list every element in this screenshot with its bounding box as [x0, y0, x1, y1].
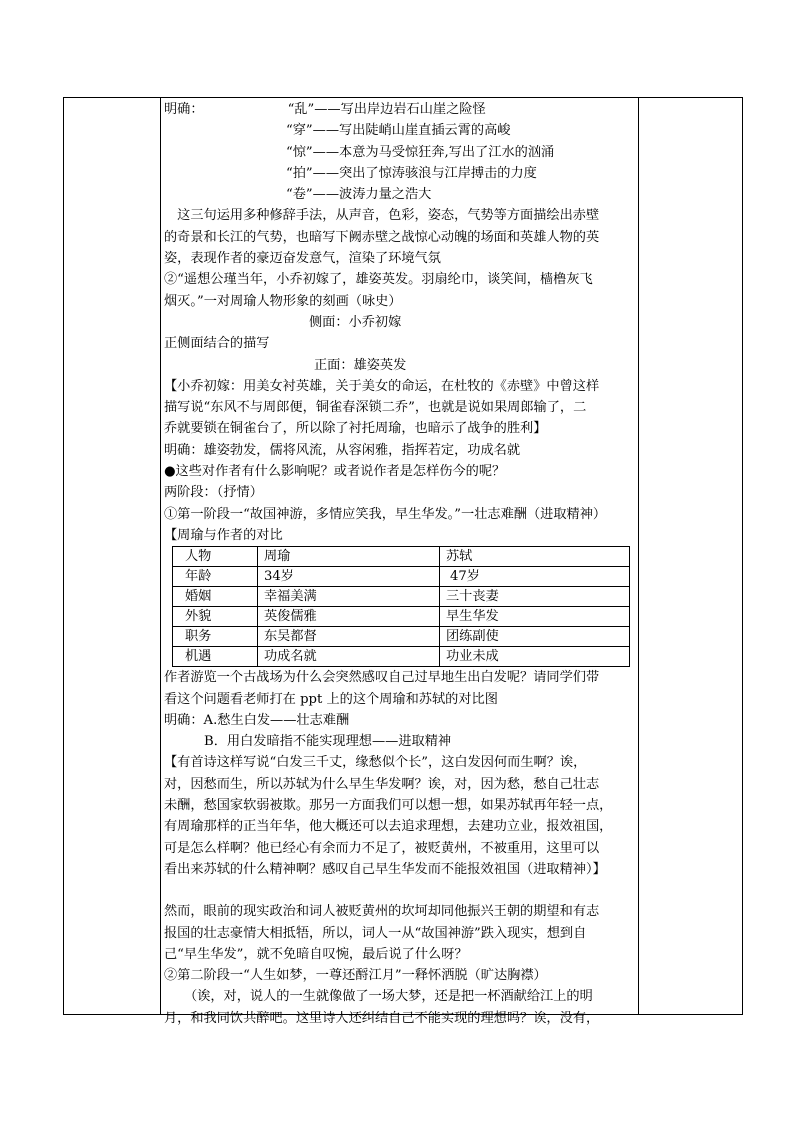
table-cell: 外貌: [173, 607, 258, 627]
table-cell: 早生华发: [440, 607, 630, 627]
column-divider-right: [638, 98, 639, 1014]
table-cell: 东吴都督: [258, 627, 440, 647]
stage-2: ②第二阶段一“人生如梦，一尊还酹江月”一释怀洒脱（旷达胸襟）: [164, 968, 547, 984]
table-cell: 苏轼: [440, 547, 630, 567]
para1-line: 的奇景和长江的气势，也暗写下阙赤壁之战惊心动魄的场面和英雄人物的英: [164, 229, 600, 245]
clarify-line-2: “穿”——写出陡峭山崖直插云霄的高峻: [286, 123, 511, 139]
para7-line: （诶，对，说人的一生就像做了一场大梦，还是把一杯酒献给江上的明: [184, 989, 593, 1005]
para3-line: 【小乔初嫁：用美女衬英雄，关于美女的命运，在杜牧的《赤壁》中曾这样: [164, 378, 600, 394]
table-cell: 34岁: [258, 567, 440, 587]
table-cell: 人物: [173, 547, 258, 567]
para7-line: 月，和我同饮共醉吧。这里诗人还纠结自己不能实现的理想吗？诶，没有，: [164, 1010, 600, 1026]
lesson-content: [164, 99, 638, 1029]
para2-line: ②“遥想公瑾当年，小乔初嫁了，雄姿英发。羽扇纶巾，谈笑间，樯橹灰飞: [164, 272, 593, 288]
stage-1: ①第一阶段一“故国神游，多情应笑我，早生华发。”一壮志难酬（进取精神）: [164, 506, 607, 522]
clarify-3a: 明确：A.愁生白发——壮志难酬: [164, 712, 350, 728]
side-description: 侧面：小乔初嫁: [309, 314, 402, 330]
para4-line: 看这个问题看老师打在 ppt 上的这个周瑜和苏轼的对比图: [164, 691, 498, 707]
table-row: [173, 567, 630, 587]
clarify-line-1: 明确： “乱”——写出岸边岩石山崖之险怪: [164, 102, 486, 117]
stage-title: 两阶段：（抒情）: [164, 485, 263, 501]
para5-line: 看出来苏轼的什么精神啊？感叹自己早生华发而不能报效祖国（进取精神）】: [164, 861, 606, 877]
clarify-line-4: “拍”——突出了惊涛骇浪与江岸搏击的力度: [286, 165, 537, 181]
para5-line: 可是怎么样啊？他已经心有余而力不足了，被贬黄州，不被重用，这里可以: [164, 840, 600, 856]
table-row: [173, 607, 630, 627]
combined-description: 正侧面结合的描写: [164, 336, 270, 352]
para6-line: 然而，眼前的现实政治和词人被贬黄州的坎坷却同他振兴王朝的期望和有志: [164, 904, 600, 920]
para6-line: 报国的壮志豪情大相抵牾，所以，词人一从“故国神游”跌入现实，想到自: [164, 925, 587, 941]
table-cell: 婚姻: [173, 587, 258, 607]
para3-line: 描写说“东风不与周郎便，铜雀春深锁二乔”，也就是说如果周郎输了，二: [164, 400, 587, 416]
table-row: [173, 647, 630, 667]
para1-line: 这三句运用多种修辞手法，从声音，色彩，姿态，气势等方面描绘出赤壁: [164, 208, 600, 224]
table-cell: 机遇: [173, 647, 258, 667]
para5-line: 对，因愁而生，所以苏轼为什么早生华发啊？诶，对，因为愁，愁自己壮志: [164, 776, 600, 792]
para5-line: 有周瑜那样的正当年华，他大概还可以去追求理想，去建功立业，报效祖国，: [164, 819, 613, 835]
column-divider-left: [160, 98, 161, 1014]
para2-line: 烟灭。”一对周瑜人物形象的刻画（咏史）: [164, 293, 402, 309]
para6-line: 己“早生华发”，就不免暗自叹惋，最后说了什么呀？: [164, 946, 468, 962]
table-cell: 职务: [173, 627, 258, 647]
table-row: [173, 547, 630, 567]
compare-title: 【周瑜与作者的对比: [164, 527, 283, 543]
clarify-line-3: “惊”——本意为马受惊狂奔,写出了江水的汹涌: [286, 144, 555, 160]
table-cell: 团练副使: [440, 627, 630, 647]
para4-line: 作者游览一个古战场为什么会突然感叹自己过早地生出白发呢？请同学们带: [164, 670, 600, 686]
table-cell: 功成名就: [258, 647, 440, 667]
table-cell: 功业未成: [440, 647, 630, 667]
front-description: 正面：雄姿英发: [314, 357, 407, 373]
clarify-2: 明确：雄姿勃发，儒将风流，从容闲雅，指挥若定，功成名就: [164, 442, 521, 458]
table-row: [173, 627, 630, 647]
question-1: ●这些对作者有什么影响呢？或者说作者是怎样伤今的呢？: [164, 464, 506, 480]
clarify-3b: B．用白发暗指不能实现理想——进取精神: [204, 734, 452, 750]
para3-line: 乔就要锁在铜雀台了，所以除了衬托周瑜，也暗示了战争的胜利】: [164, 421, 547, 437]
table-cell: 英俊儒雅: [258, 607, 440, 627]
table-cell: 周瑜: [258, 547, 440, 567]
blank-line: [164, 880, 638, 901]
comparison-table: [172, 546, 630, 667]
para5-line: 【有首诗这样写说“白发三千丈，缘愁似个长”，这白发因何而生啊？诶，: [164, 755, 587, 771]
table-cell: 年龄: [173, 567, 258, 587]
table-cell: 47岁: [440, 567, 630, 587]
para1-line: 姿，表现作者的豪迈奋发意气，渲染了环境气氛: [164, 251, 441, 267]
clarify-line-5: “卷”——波涛力量之浩大: [286, 187, 432, 203]
para5-line: 未酬，愁国家软弱被欺。那另一方面我们可以想一想，如果苏轼再年轻一点，: [164, 798, 613, 814]
table-cell: 幸福美满: [258, 587, 440, 607]
table-row: [173, 587, 630, 607]
table-cell: 三十丧妻: [440, 587, 630, 607]
